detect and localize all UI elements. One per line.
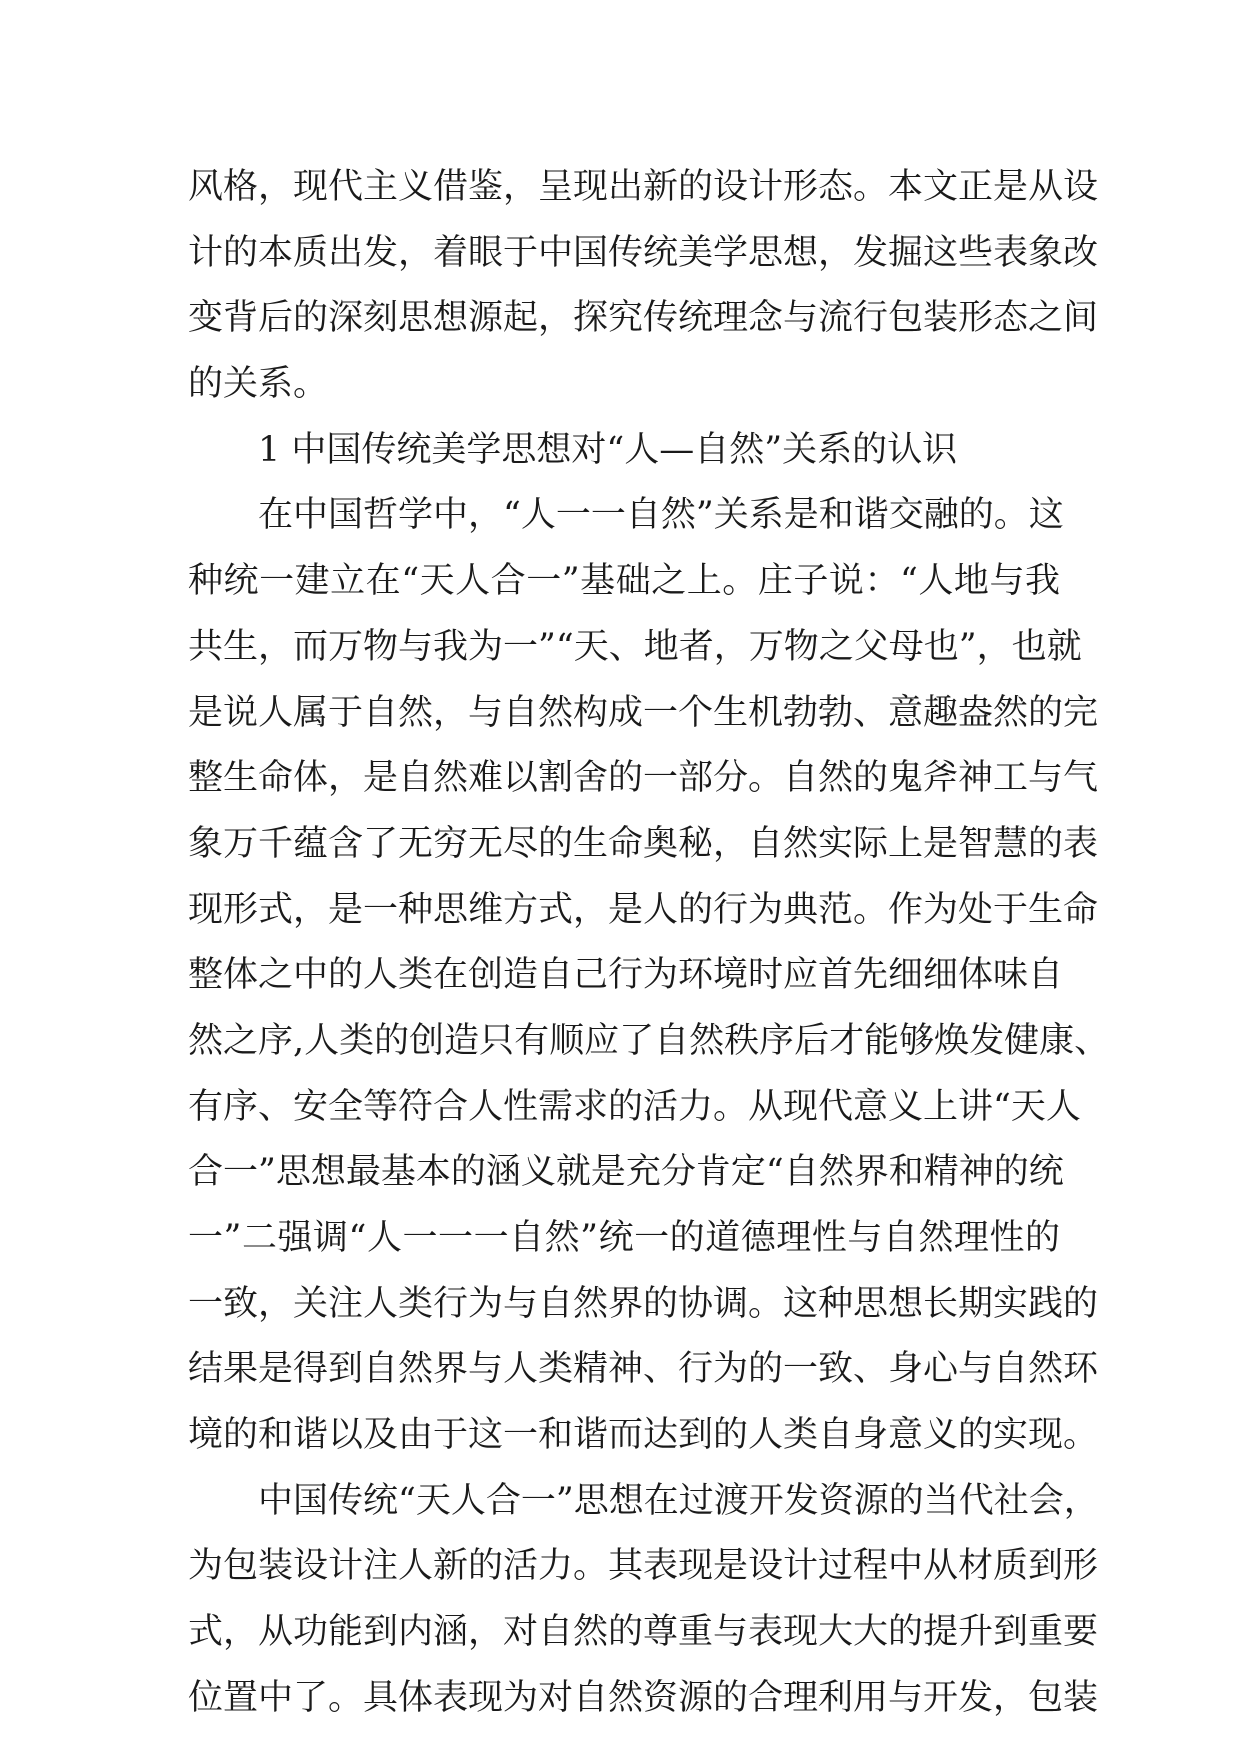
packaging-line-4: 位置中了。具体表现为对自然资源的合理利用与开发，包装 [188,1677,1099,1718]
body-text [188,155,1110,1732]
harmony-line-11: 合一”思想最基本的涵义就是充分肯定“自然界和精神的统 [188,1152,1064,1193]
harmony-line-10: 有序、安全等符合人性需求的活力。从现代意义上讲“天人 [188,1086,1081,1127]
packaging-line-3: 式，从功能到内涵，对自然的尊重与表现大大的提升到重要 [188,1612,1099,1653]
harmony-line-8: 整体之中的人类在创造自己行为环境时应首先细细体味自 [188,955,1064,996]
section-heading: 1 中国传统美学思想对“人—自然”关系的认识 [258,429,958,470]
harmony-line-15: 境的和谐以及由于这一和谐而达到的人类自身意义的实现。 [188,1415,1099,1456]
harmony-line-3: 共生，而万物与我为一”“天、地者，万物之父母也”，也就 [188,626,1082,667]
harmony-line-5: 整生命体，是自然难以割舍的一部分。自然的鬼斧神工与气 [188,758,1099,799]
harmony-line-6: 象万千蕴含了无穷无尽的生命奥秘，自然实际上是智慧的表 [188,823,1099,864]
packaging-line-2: 为包装设计注人新的活力。其表现是设计过程中从材质到形 [188,1546,1099,1587]
intro-line-2: 计的本质出发，着眼于中国传统美学思想，发掘这些表象改 [188,232,1099,273]
harmony-line-2: 种统一建立在“天人合一”基础之上。庄子说：“人地与我 [188,561,1060,602]
intro-line-1: 风格，现代主义借鉴，呈现出新的设计形态。本文正是从设 [188,167,1099,207]
harmony-line-12: 一”二强调“人一一一自然”统一的道德理性与自然理性的 [188,1218,1060,1258]
harmony-line-9: 然之序,人类的创造只有顺应了自然秩序后才能够焕发健康、 [188,1020,1110,1061]
packaging-line-1: 中国传统“天人合一”思想在过渡开发资源的当代社会， [258,1480,1099,1521]
harmony-line-4: 是说人属于自然，与自然构成一个生机勃勃、意趣盎然的完 [188,692,1099,733]
harmony-line-13: 一致，关注人类行为与自然界的协调。这种思想长期实践的 [188,1283,1099,1324]
harmony-line-1: 在中国哲学中，“人一一自然”关系是和谐交融的。这 [258,495,1064,536]
harmony-line-14: 结果是得到自然界与人类精神、行为的一致、身心与自然环 [188,1349,1099,1390]
harmony-line-7: 现形式，是一种思维方式，是人的行为典范。作为处于生命 [188,889,1099,930]
intro-line-4: 的关系。 [188,364,329,405]
intro-line-3: 变背后的深刻思想源起，探究传统理念与流行包装形态之间 [188,298,1099,339]
